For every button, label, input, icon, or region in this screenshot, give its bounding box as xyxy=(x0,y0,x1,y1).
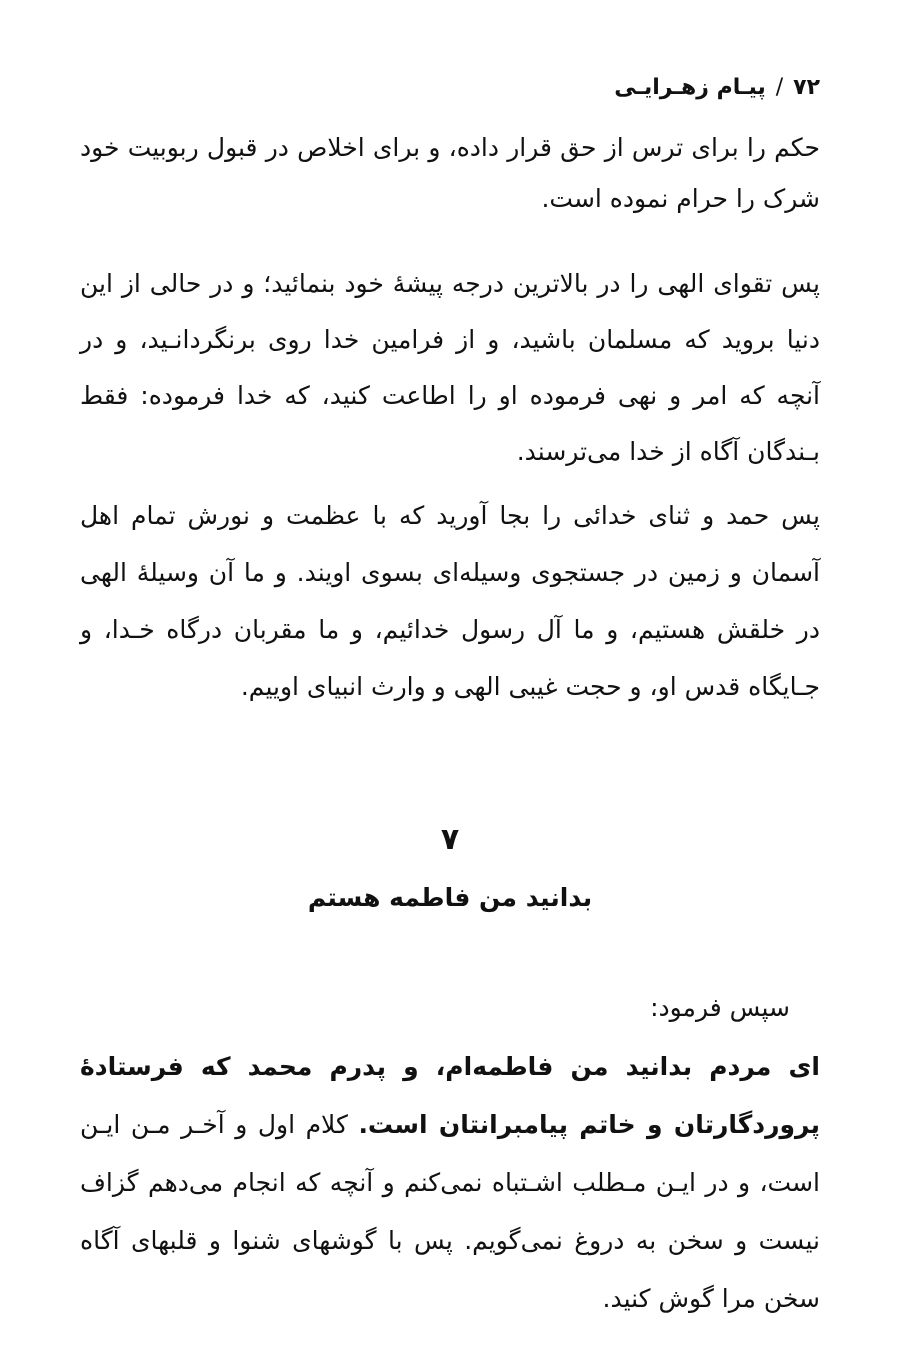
quote-paragraph xyxy=(80,1038,820,1328)
quote-bold-text: ای مردم بدانید من فاطمه‌ام، و پدرم محمد که فرستادهٔ پروردگارتان و خاتم پیامبرانتان است. xyxy=(80,1052,820,1139)
header-separator: / xyxy=(775,75,784,100)
chapter-title: بدانید من فاطمه هستم xyxy=(307,883,593,912)
quote-regular-text: کلام اول و آخـر مـن ایـن است، و در ایـن مـطلب اشـتباه نمی‌کنم و آنچه که انجام می‌دهم گزاف نیست و سخن به دروغ نمی‌گویم. پس با گوشهای شنوا و قلبهای آگاه سخن مرا گوش کنید. xyxy=(80,1110,820,1313)
paragraph-1: حکم را برای ترس از حق قرار داده، و برای اخلاص در قبول ربوبیت خود شرک را حرام نموده است. xyxy=(80,133,820,213)
paragraph-2: پس تقوای الهی را در بالاترین درجه پیشهٔ خود بنمائید؛ و در حالی از این دنیا بروید که مسلمان باشید، و از فرامین خدا روی برنگردانـید، و در آنچه که امر و نهی فرموده او را اطاعت کنید، که خدا فرموده: فقط بـندگان آگاه از خدا می‌ترسند. xyxy=(80,269,820,466)
book-title: پیـام زهـرایـی xyxy=(614,75,766,100)
page-number: ۷۲ xyxy=(793,75,820,100)
paragraph-3: پس حمد و ثنای خدائی را بجا آورید که با عظمت و نورش تمام اهل آسمان و زمین در جستجوی وسیله‌ای بسوی اویند. و ما آن وسیلهٔ الهی در خلقش هستیم، و ما آل رسول خدائیم، و ما مقربان درگاه خـدا، و جـایگاه قدس او، و حجت غیبی الهی و وارث انبیای اوییم. xyxy=(80,501,820,701)
intro-line: سپس فرمود: xyxy=(650,993,790,1022)
chapter-number: ۷ xyxy=(440,822,460,857)
running-header xyxy=(80,72,820,104)
